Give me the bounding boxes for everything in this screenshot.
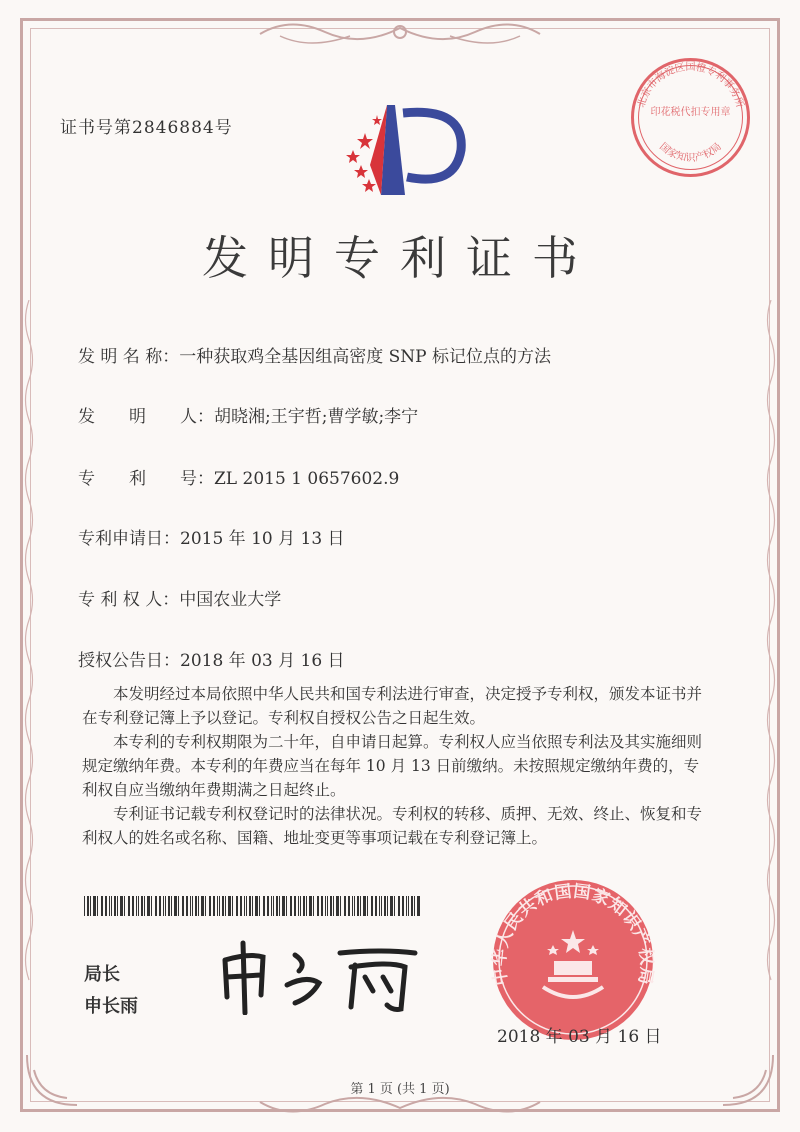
barcode-bar [136,896,137,916]
stamp-duty-seal [628,55,753,180]
certificate-number: 证书号第2846884号 [60,118,233,138]
patent-office-logo [325,95,475,205]
barcode-bar [144,896,145,916]
certificate-title: 发明专利证书 [202,231,598,285]
barcode-bar [325,896,326,916]
barcode-bar [90,896,91,916]
barcode-bar [300,896,301,916]
barcode-bar [163,896,164,916]
barcode-bar [186,896,188,916]
barcode-bar [213,896,215,916]
field-application-date [78,524,345,549]
barcode-bar [340,896,341,916]
field-value: 中国农业大学 [179,590,282,610]
barcode-bar [246,896,247,916]
barcode-bar [132,896,134,916]
field-label: 授权公告日： [78,651,180,671]
barcode-bar [352,896,353,916]
barcode-bar [303,896,305,916]
right-side-ornament [764,300,778,1000]
barcode-bar [168,896,170,916]
barcode-bar [313,896,314,916]
barcode-bar [384,896,386,916]
barcode-bar [321,896,323,916]
field-patent-number [78,464,399,489]
barcode-bar [249,896,251,916]
barcode-bar [174,896,177,916]
barcode-bar [240,896,242,916]
seal-date: 2018 年 03 月 16 日 [497,1027,662,1047]
svg-text:国家知识产权局 [657,140,724,163]
barcode-bar [252,896,253,916]
barcode-bar [379,896,380,916]
barcode-bar [222,896,224,916]
barcode-bar [381,896,382,916]
field-label: 发 明 人： [78,407,214,427]
stamp-duty-seal-top-text: 北京市海淀区国橙专利事务所 [636,62,745,109]
field-grant-date [78,646,345,671]
barcode-bar [290,896,292,916]
body-paragraph-1: 本发明经过本局依照中华人民共和国专利法进行审查，决定授予专利权，颁发本证书并在专利登记簿上予以登记。专利权自授权公告之日起生效。 [82,685,703,727]
barcode-bar [232,896,233,916]
barcode-bar [111,896,112,916]
barcode-bar [344,896,346,916]
barcode-bar [276,896,278,916]
barcode-bar [182,896,184,916]
barcode-bar [192,896,193,916]
barcode-bar [117,896,118,916]
barcode-bar [255,896,258,916]
barcode-bar [225,896,226,916]
barcode-bar [178,896,179,916]
barcode-bar [279,896,280,916]
barcode-bar [159,896,161,916]
director-name: 申长雨 [84,996,138,1017]
barcode-bar [128,896,130,916]
barcode-bar [217,896,218,916]
barcode-bar [244,896,245,916]
barcode-bar [327,896,328,916]
barcode-bar [195,896,197,916]
field-inventors [78,402,418,427]
barcode-bar [394,896,395,916]
barcode-bar [357,896,359,916]
barcode-bar [273,896,274,916]
barcode-bar [205,896,206,916]
barcode-bar [151,896,152,916]
field-label: 专 利 号： [78,469,214,489]
field-value: ZL 2015 1 0657602.9 [214,469,400,489]
barcode-bar [165,896,166,916]
field-patentee [78,585,281,610]
barcode-bar [124,896,125,916]
patent-office-seal [488,875,658,1045]
page-number: 第 1 页 (共 1 页) [350,1082,450,1097]
barcode-bar [219,896,220,916]
barcode-bar [317,896,319,916]
barcode-bar [402,896,404,916]
barcode-bar [286,896,287,916]
left-side-ornament [22,300,36,1000]
barcode-bar [120,896,123,916]
barcode-bar [147,896,150,916]
barcode-bar [330,896,332,916]
field-value: 胡晓湘;王宇哲;曹学敏;李宁 [214,407,419,427]
barcode-bar [371,896,373,916]
barcode-bar [93,896,96,916]
barcode-bar [198,896,199,916]
seal-arc-text: 中华人民共和国国家知识产权局 [489,881,657,987]
barcode-bar [171,896,172,916]
barcode-bar [209,896,211,916]
barcode-bar [267,896,269,916]
field-value: 一种获取鸡全基因组高密度 SNP 标记位点的方法 [179,347,551,367]
svg-text:北京市海淀区国橙专利事务所 [635,60,746,109]
barcode-bar [190,896,191,916]
field-value: 2018 年 03 月 16 日 [180,651,345,671]
barcode-bar [336,896,339,916]
barcode-bar [360,896,361,916]
barcode-bar [236,896,238,916]
barcode-bar [406,896,407,916]
top-ornament [250,14,550,54]
field-invention-name [78,342,551,367]
stamp-duty-seal-bottom-text: 国家知识产权局 [657,141,724,164]
barcode-bar [333,896,334,916]
barcode-bar [114,896,116,916]
barcode-bar [87,896,89,916]
barcode-bar [228,896,231,916]
certificate-body [82,682,712,850]
barcode-bar [387,896,388,916]
barcode-bar [348,896,350,916]
barcode-bar [97,896,98,916]
stamp-duty-seal-inner-text: 印花税代扣专用章 [650,107,731,118]
barcode-bar [309,896,312,916]
barcode [84,896,420,916]
barcode-bar [390,896,393,916]
barcode-bar [363,896,366,916]
barcode-bar [398,896,400,916]
barcode-bar [367,896,368,916]
field-label: 发 明 名 称： [78,347,180,367]
field-label: 专 利 权 人： [78,590,180,610]
barcode-bar [201,896,204,916]
barcode-bar [271,896,272,916]
body-paragraph-2: 本专利的专利权期限为二十年，自申请日起算。专利权人应当依照专利法及其实施细则规定缴纳年费。本专利的年费应当在每年 10 月 13 日前缴纳。未按照规定缴纳年费的，专利权自应当缴纳年费期满之日起终止。 [82,733,703,799]
field-value: 2015 年 10 月 13 日 [180,529,345,549]
director-title: 局长 [84,964,120,985]
barcode-bar [417,896,420,916]
body-paragraph-3: 专利证书记载专利权登记时的法律状况。专利权的转移、质押、无效、终止、恢复和专利权人的姓名或名称、国籍、地址变更等事项记载在专利登记簿上。 [82,805,703,847]
barcode-bar [138,896,139,916]
barcode-bar [294,896,296,916]
handwritten-signature [215,935,425,1015]
barcode-bar [109,896,110,916]
barcode-bar [141,896,143,916]
barcode-bar [408,896,409,916]
barcode-bar [414,896,415,916]
barcode-bar [411,896,413,916]
barcode-bar [354,896,355,916]
barcode-bar [155,896,157,916]
barcode-bar [263,896,265,916]
barcode-bar [306,896,307,916]
barcode-bar [259,896,260,916]
barcode-bar [298,896,299,916]
barcode-bar [101,896,103,916]
barcode-bar [105,896,107,916]
barcode-bar [84,896,85,916]
barcode-bar [375,896,377,916]
barcode-bar [282,896,285,916]
field-label: 专利申请日： [78,529,180,549]
